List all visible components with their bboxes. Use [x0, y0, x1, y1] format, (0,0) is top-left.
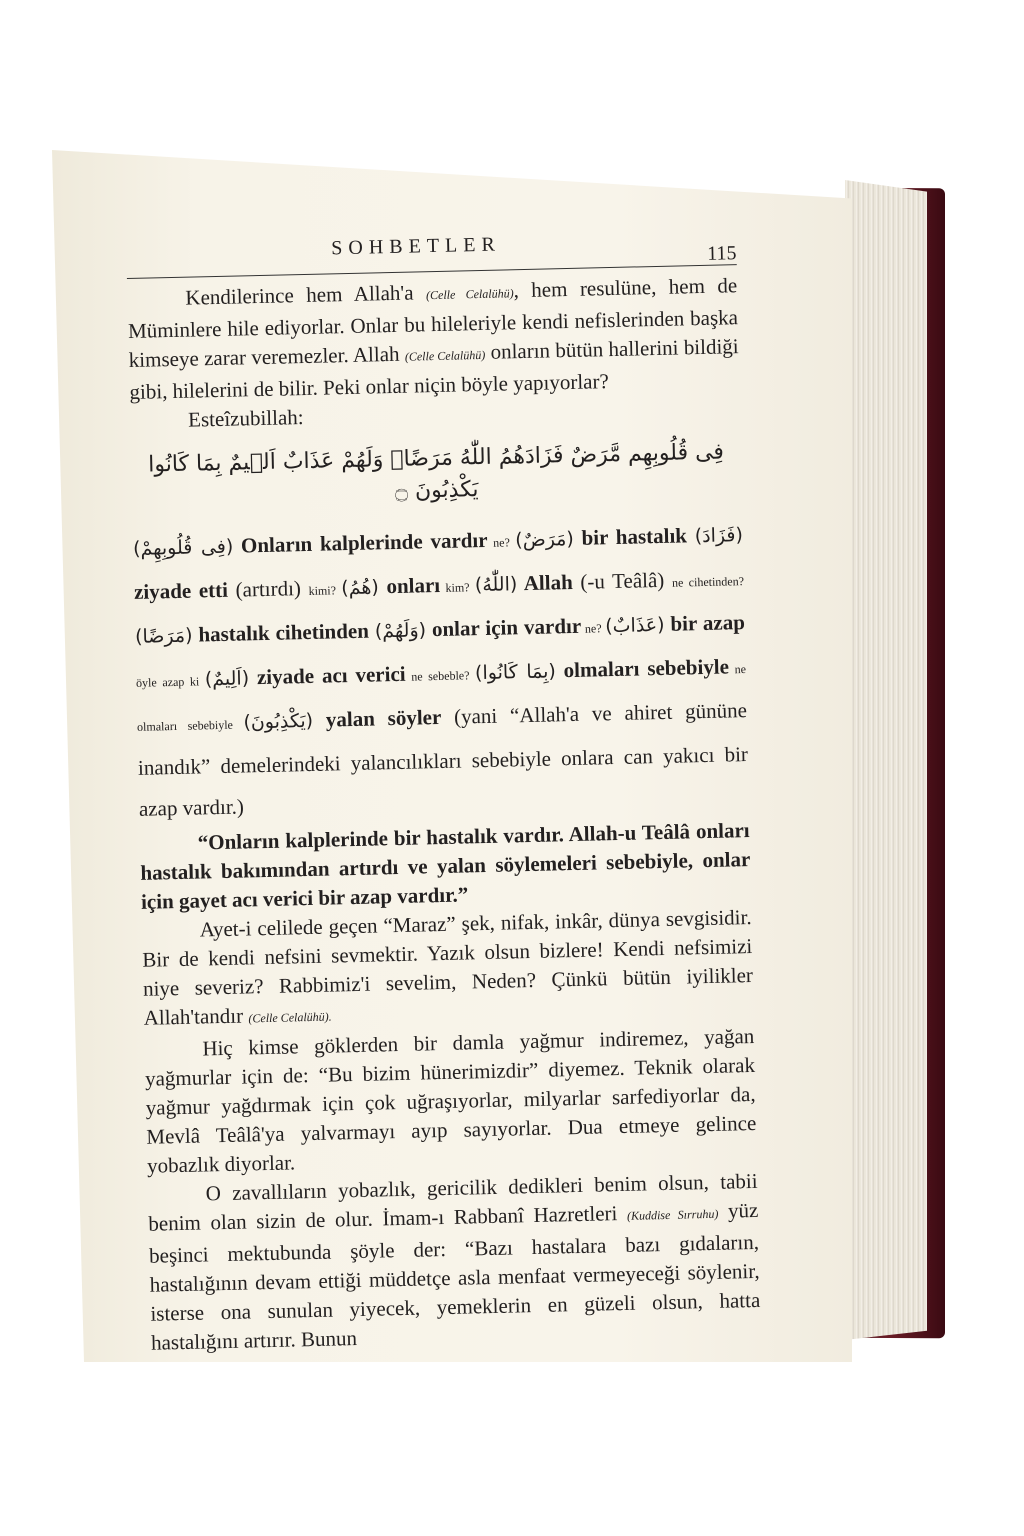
word-by-word-gloss	[133, 514, 750, 830]
honorific: (Celle Celalühü)	[425, 286, 514, 303]
arabic-term: (اَلِيمٌ)	[204, 667, 250, 691]
ayah-arabic: فِى قُلُوبِهِم مَّرَضٌ فَزَادَهُمُ اللّٰهُ مَرَضًاۚ وَلَهُمْ عَذَابٌ اَل۪يمٌ بِمَا كَانُوا يَكْذِبُونَ ۝	[147, 439, 725, 504]
gloss-term: hastalık cihetinden	[192, 618, 376, 647]
arabic-term: (عَذَابٌ)	[604, 613, 665, 638]
honorific: (Kuddise Sırruhu)	[626, 1206, 719, 1223]
gloss-question: ne olmaları sebebiyle	[136, 662, 747, 734]
gloss-term: yalan söyler	[312, 704, 442, 732]
page-number: 115	[706, 242, 737, 265]
gloss-term: onları	[378, 572, 441, 599]
arabic-term: (يَكْذِبُونَ)	[243, 709, 314, 734]
gloss-question: ne?	[581, 621, 606, 636]
paragraph-4: Hiç kimse göklerden bir damla yağmur indiremez, yağan yağmurlar için de: “Bu bizim hünerimizdir” diyemez. Teknik olarak yağmur yağdırmak için çok uğraşıyorlar, milyarlar sarfediyorlar da, Mevlâ Teâlâ'ya yalvarmayı ayıp sayıyorlar. Dua etmeye gelince yobazlık diyorlar.	[144, 1023, 757, 1178]
text-run: Kendilerince hem Allah'a	[185, 280, 427, 310]
gloss-term: olmaları sebebiyle	[555, 654, 730, 683]
page-edges	[845, 180, 927, 1340]
arabic-term: (وَلَهُمْ)	[374, 619, 427, 643]
running-head-title: SOHBETLER	[331, 233, 502, 260]
paragraph-1	[127, 271, 740, 407]
arabic-term: (هُمُ)	[341, 576, 380, 600]
gloss-question: kimi?	[308, 583, 342, 598]
gloss-paren: (-u Teâlâ)	[572, 567, 673, 594]
gloss-paren: (yani “Allah'a ve ahiret gününe inandık” demelerindeki yalancılıkları sebebiyle onlara can yakıcı bir azap vardır.)	[137, 698, 749, 821]
paragraph-5	[147, 1167, 761, 1358]
arabic-term: (مَرَضٌ)	[515, 527, 575, 552]
arabic-term: (بِمَا كَانُوا)	[474, 660, 557, 685]
paragraph-3	[141, 903, 754, 1036]
page-text	[126, 224, 761, 1355]
arabic-term: (مَرَضًا)	[134, 624, 193, 648]
text-run: onların bütün hallerini bildiği gibi, hilelerini de bilir. Peki onlar niçin böyle yapıyorlar?	[129, 334, 739, 404]
translation-quote: “Onların kalplerinde bir hastalık vardır. Allah-u Teâlâ onları hastalık bakımından artırdı ve yalan söylemeleri sebebiyle, onlar için gayet acı verici bir azap vardır.”	[140, 818, 751, 914]
gloss-paren: (artırdı)	[227, 575, 309, 602]
gloss-question: ne?	[487, 535, 516, 550]
text-run: O zavallıların yobazlık, gericilik dedikleri benim olsun, tabii benim olan sizin de olur. İmam-ı Rabbanî Hazretleri	[148, 1168, 758, 1236]
paragraph-2: Esteîzubillah:	[187, 405, 304, 432]
gloss-term: Allah	[516, 569, 574, 596]
gloss-term: bir hastalık	[573, 523, 696, 550]
arabic-term: (فَزَادَ)	[694, 524, 744, 548]
gloss-term: ziyade acı verici	[248, 661, 406, 690]
gloss-term: bir azap	[664, 610, 746, 636]
text-run: yüz beşinci mektubunda şöyle der: “Bazı hastalara bazı gıdaların, hastalığının devam ettiği müddetçe asla menfaat vermeyeceği söylenir, isterse ona sunulan yiyecek, yemeklerin en güzeli olsun, hatta hastalığını artırır. Bunun	[148, 1197, 761, 1355]
gloss-term: ziyade etti	[133, 577, 229, 604]
gloss-question: öyle azap ki	[135, 674, 206, 690]
gloss-question: kim?	[439, 580, 476, 595]
text-run: , hem resulüne, hem de Müminlere hile ediyorlar. Onlar bu hileleriyle kendi nefislerinden başka kimseye zarar veremezler. Allah	[127, 273, 739, 372]
honorific: (Celle Celalühü).	[248, 1009, 332, 1026]
gloss-term: Onların kalplerinde vardır	[240, 527, 488, 558]
arabic-term: (اللّٰهُ)	[474, 573, 518, 597]
text-run: Ayet-i celilede geçen “Maraz” şek, nifak, inkâr, dünya sevgisidir. Bir de kendi nefsini sevmektir. Yazık olsun bizlere! Kendi nefsimizi niye severiz? Rabbimiz'i sevelim, Neden? Çünkü bütün iyilikler Allah'tandır	[142, 904, 754, 1030]
gloss-term: onlar için vardır	[425, 613, 582, 642]
gloss-question: ne sebeble?	[405, 668, 476, 684]
arabic-term: (فِى قُلُوبِهِمْ)	[132, 535, 234, 560]
honorific: (Celle Celalühü)	[404, 347, 486, 364]
gloss-question: ne cihetinden?	[671, 574, 745, 590]
